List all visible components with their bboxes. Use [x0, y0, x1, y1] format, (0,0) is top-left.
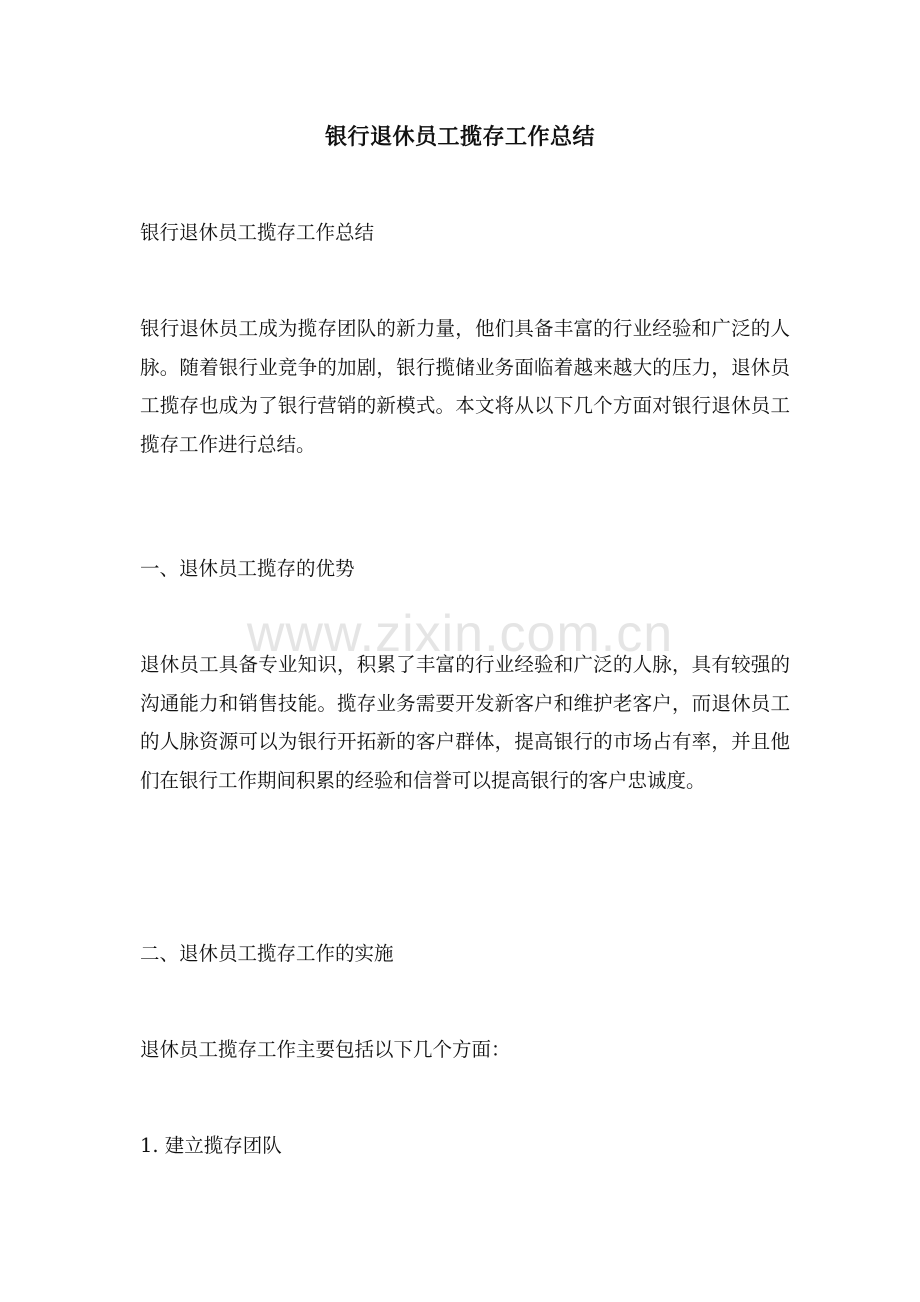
- section-2-heading: 二、退休员工揽存工作的实施: [140, 942, 394, 965]
- document-title: 银行退休员工揽存工作总结: [324, 124, 595, 150]
- section-1-heading: 一、退休员工揽存的优势: [140, 557, 355, 580]
- intro-paragraph: 银行退休员工成为揽存团队的新力量，他们具备丰富的行业经验和广泛的人脉。随着银行业竞争的加剧，银行揽储业务面临着越来越大的压力，退休员工揽存也成为了银行营销的新模式。本文将从以下几个方面对银行退休员工揽存工作进行总结。: [140, 317, 790, 456]
- section-1-paragraph: 退休员工具备专业知识，积累了丰富的行业经验和广泛的人脉，具有较强的沟通能力和销售技能。揽存业务需要开发新客户和维护老客户，而退休员工的人脉资源可以为银行开拓新的客户群体，提高银行的市场占有率，并且他们在银行工作期间积累的经验和信誉可以提高银行的客户忠诚度。: [140, 653, 790, 792]
- watermark-text: www.zixin.com.cn: [246, 605, 674, 663]
- document-subtitle: 银行退休员工揽存工作总结: [140, 221, 375, 244]
- list-item-1: 1. 建立揽存团队: [140, 1134, 282, 1157]
- section-2-paragraph: 退休员工揽存工作主要包括以下几个方面：: [140, 1038, 511, 1061]
